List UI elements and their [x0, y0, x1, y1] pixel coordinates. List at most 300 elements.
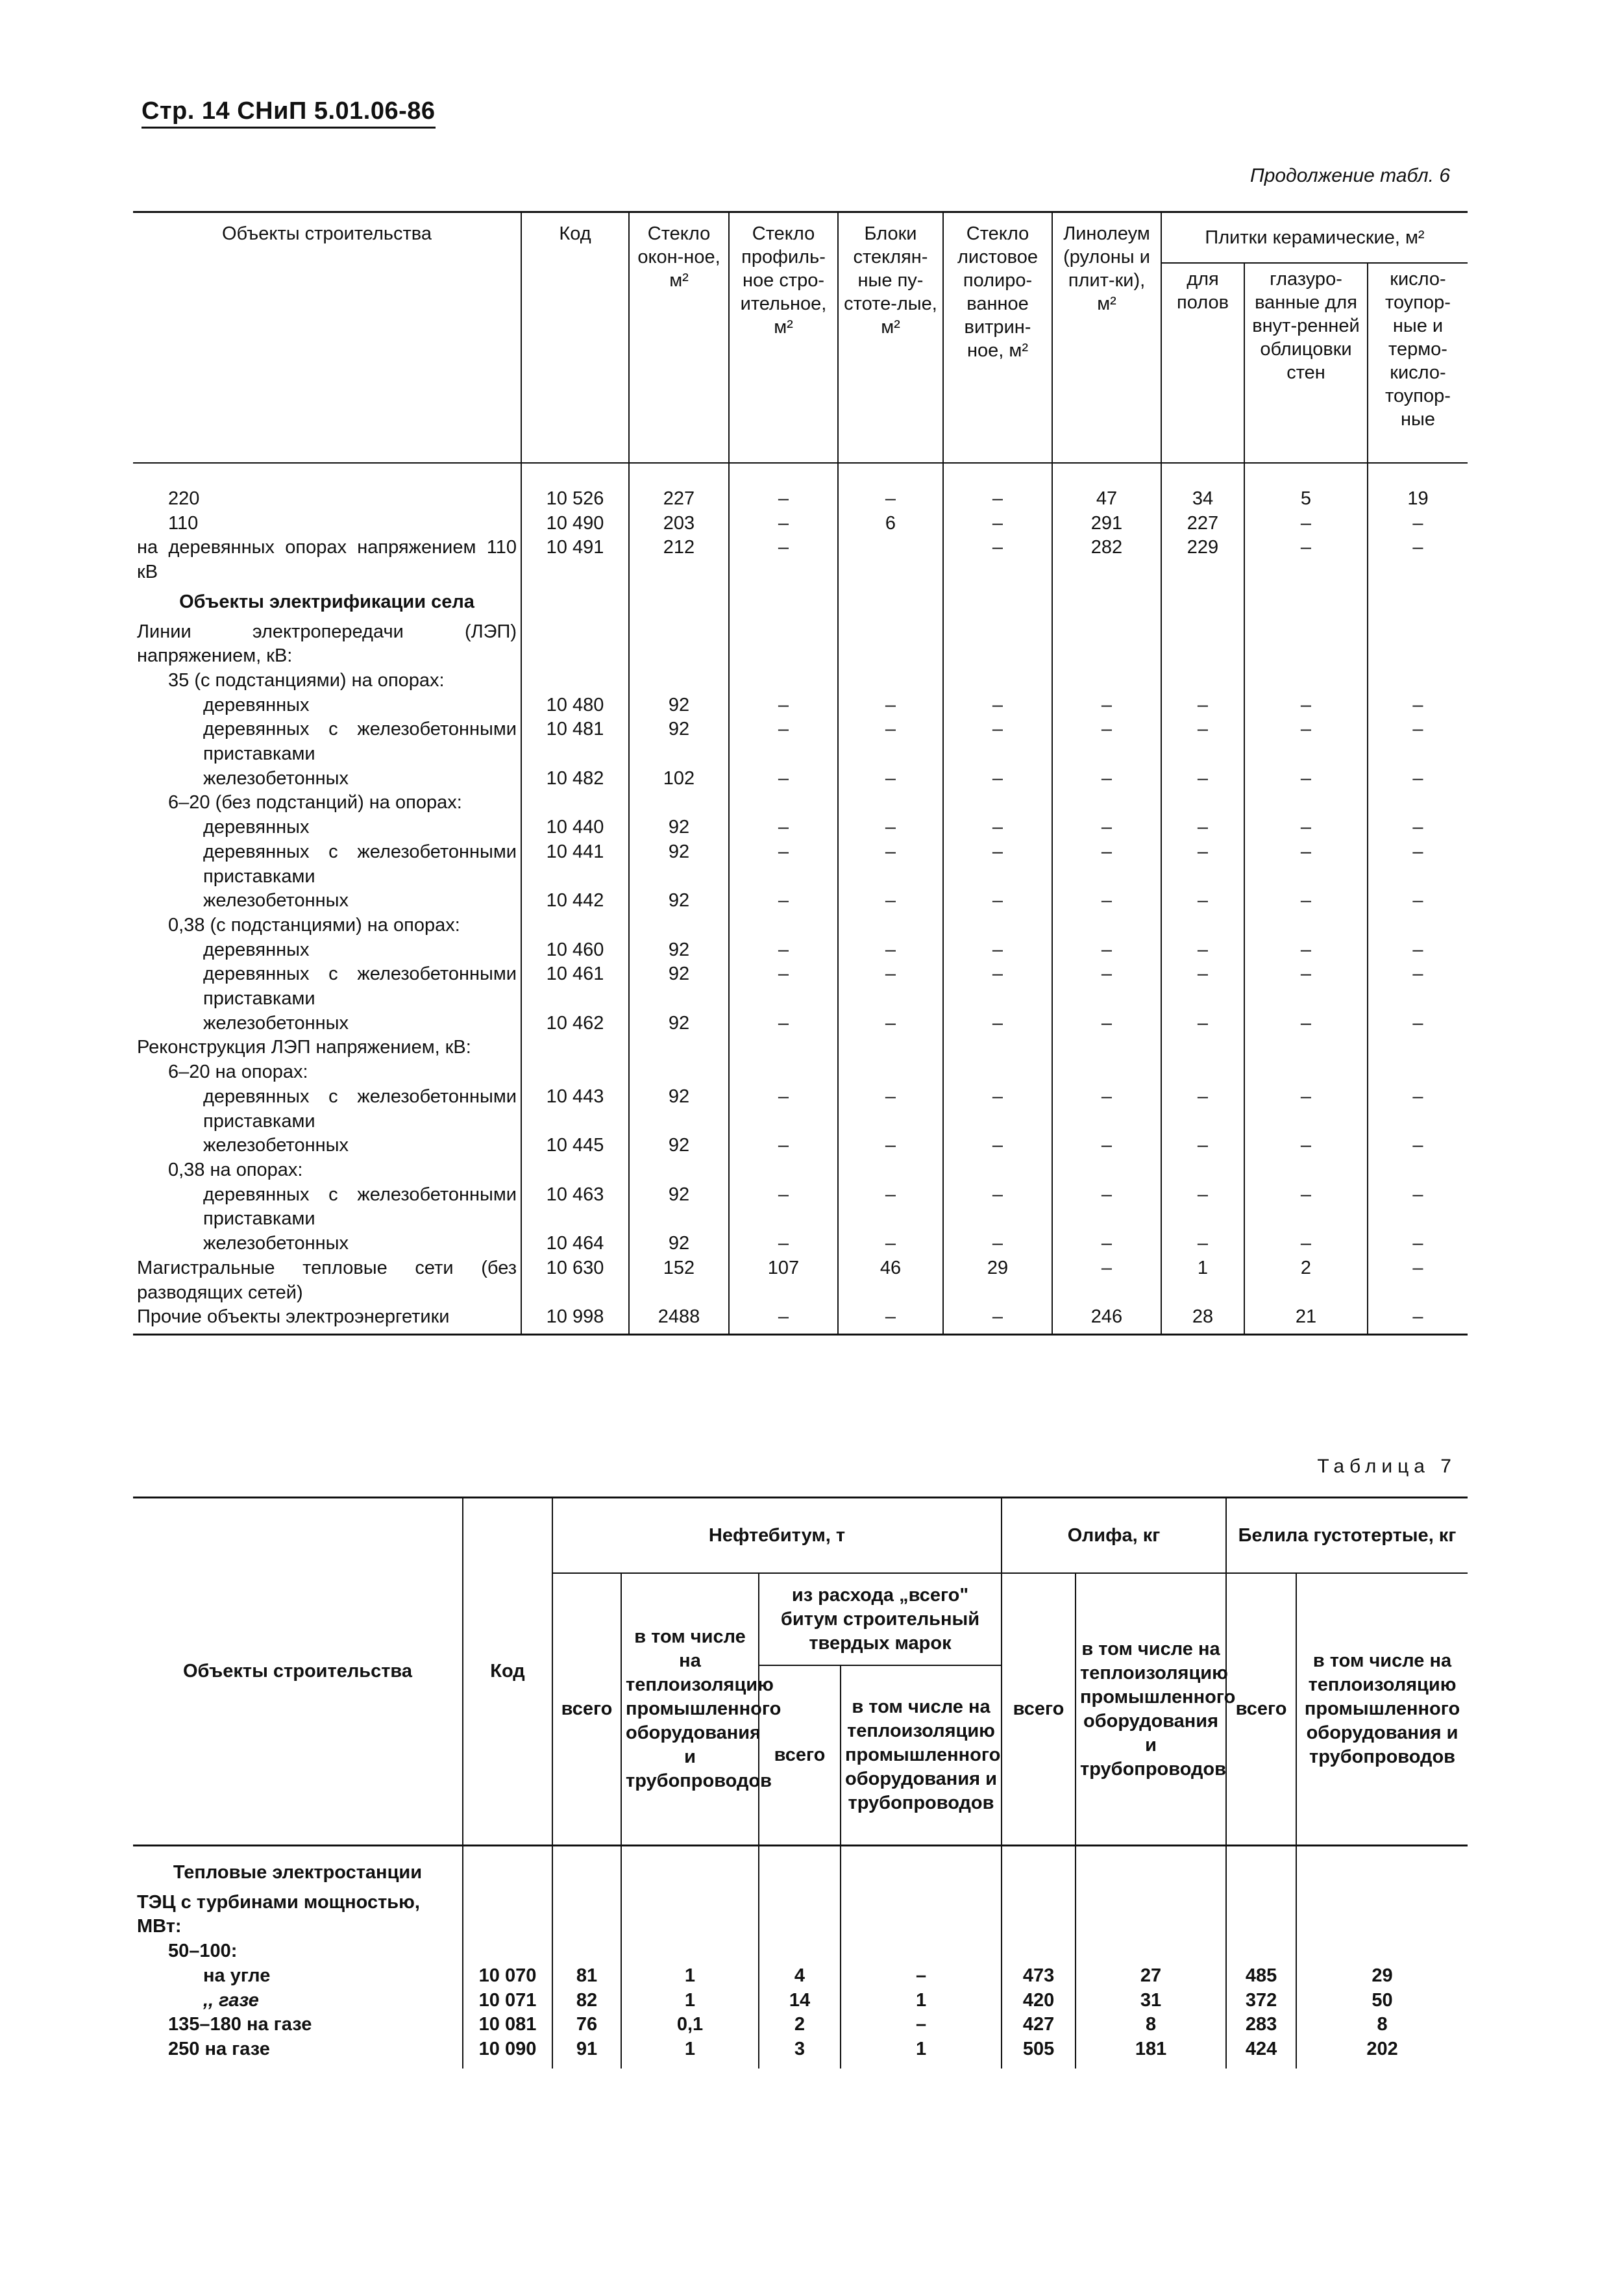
- object-name-cell: 250 на газе: [168, 2038, 270, 2059]
- header-solid-insulation: в том числе на теплоизоляцию промышленного оборудования и трубопроводов: [841, 1665, 1002, 1846]
- glass-profile-cell: –: [729, 767, 838, 791]
- belila-insulation-cell: 29: [1296, 1964, 1468, 1989]
- belila-insulation-cell: 202: [1296, 2037, 1468, 2069]
- neftebitum-insulation-cell: 1: [621, 1964, 759, 1989]
- glass-blocks-cell: –: [838, 767, 943, 791]
- tiles-glazed-cell: –: [1244, 693, 1368, 718]
- belila-total-cell: [1226, 1846, 1296, 1891]
- header-neftebitum: Нефтебитум, т: [552, 1498, 1002, 1574]
- glass-sheet-cell: –: [943, 840, 1052, 889]
- linoleum-cell: [1052, 1158, 1161, 1183]
- glass-window-cell: 92: [629, 962, 729, 1011]
- code-cell: 10 445: [521, 1134, 629, 1158]
- object-name-cell: 0,38 (с подстанциями) на опорах:: [168, 914, 460, 936]
- tiles-glazed-cell: –: [1244, 536, 1368, 584]
- table-row: [133, 1964, 1468, 1989]
- glass-sheet-cell: [943, 585, 1052, 620]
- object-name-cell: деревянных: [203, 939, 310, 960]
- code-cell: 10 630: [521, 1256, 629, 1305]
- belila-total-cell: [1226, 1939, 1296, 1964]
- glass-blocks-cell: [838, 669, 943, 693]
- tiles-acid-cell: [1368, 791, 1468, 815]
- code-cell: [521, 585, 629, 620]
- tiles-acid-cell: –: [1368, 889, 1468, 913]
- table-6-body: [133, 463, 1468, 1334]
- object-name-cell: Линии электропередачи (ЛЭП) напряжением, кВ:: [137, 621, 517, 667]
- tiles-acid-cell: –: [1368, 962, 1468, 1011]
- tiles-floor-cell: –: [1161, 1012, 1244, 1036]
- glass-profile-cell: –: [729, 1232, 838, 1256]
- code-cell: 10 526: [521, 463, 629, 512]
- tiles-acid-cell: [1368, 1060, 1468, 1085]
- tiles-glazed-cell: [1244, 791, 1368, 815]
- tiles-floor-cell: [1161, 585, 1244, 620]
- tiles-acid-cell: –: [1368, 1305, 1468, 1334]
- glass-profile-cell: [729, 585, 838, 620]
- object-name-cell: на угле: [203, 1965, 271, 1986]
- neftebitum-total-cell: [552, 1846, 621, 1891]
- table-row: [133, 1256, 1468, 1305]
- linoleum-cell: [1052, 585, 1161, 620]
- glass-sheet-cell: [943, 669, 1052, 693]
- linoleum-cell: [1052, 669, 1161, 693]
- tiles-acid-cell: –: [1368, 1085, 1468, 1134]
- table-row: [133, 815, 1468, 840]
- glass-profile-cell: [729, 913, 838, 938]
- linoleum-cell: –: [1052, 767, 1161, 791]
- code-cell: 10 090: [463, 2037, 552, 2069]
- glass-window-cell: [629, 585, 729, 620]
- header-neftebitum-total: всего: [552, 1573, 621, 1846]
- header-glass-profile: Стекло профиль-ное стро-ительное, м²: [729, 212, 838, 464]
- header-tiles: Плитки керамические, м²: [1161, 212, 1468, 264]
- table-row: [133, 463, 1468, 512]
- table-row: [133, 1060, 1468, 1085]
- glass-window-cell: 92: [629, 1232, 729, 1256]
- solid-total-cell: [759, 1891, 841, 1939]
- glass-window-cell: [629, 1158, 729, 1183]
- glass-window-cell: 227: [629, 463, 729, 512]
- code-cell: [521, 913, 629, 938]
- object-name-cell: железобетонных: [203, 1012, 349, 1034]
- glass-profile-cell: [729, 669, 838, 693]
- header-belila-total: всего: [1226, 1573, 1296, 1846]
- tiles-floor-cell: –: [1161, 938, 1244, 963]
- linoleum-cell: –: [1052, 938, 1161, 963]
- table-row: [133, 791, 1468, 815]
- header-glass-blocks: Блоки стеклян-ные пу-стоте-лые, м²: [838, 212, 943, 464]
- object-name-cell: деревянных с железобетонными приставками: [203, 963, 517, 1010]
- neftebitum-insulation-cell: [621, 1891, 759, 1939]
- glass-blocks-cell: –: [838, 840, 943, 889]
- table-row: [133, 1846, 1468, 1891]
- glass-blocks-cell: –: [838, 1183, 943, 1232]
- glass-blocks-cell: –: [838, 815, 943, 840]
- solid-insulation-cell: [841, 1891, 1002, 1939]
- glass-profile-cell: –: [729, 815, 838, 840]
- code-cell: 10 461: [521, 962, 629, 1011]
- tiles-floor-cell: –: [1161, 717, 1244, 766]
- linoleum-cell: [1052, 620, 1161, 669]
- object-name-cell: деревянных с железобетонными приставками: [203, 841, 517, 887]
- glass-window-cell: 92: [629, 717, 729, 766]
- tiles-glazed-cell: [1244, 620, 1368, 669]
- linoleum-cell: 282: [1052, 536, 1161, 584]
- object-name-cell: Объекты электрификации села: [179, 591, 474, 612]
- code-cell: 10 442: [521, 889, 629, 913]
- glass-blocks-cell: [838, 620, 943, 669]
- linoleum-cell: –: [1052, 840, 1161, 889]
- glass-blocks-cell: –: [838, 463, 943, 512]
- glass-profile-cell: [729, 620, 838, 669]
- object-name-cell: 110: [168, 512, 199, 534]
- tiles-acid-cell: –: [1368, 1012, 1468, 1036]
- glass-profile-cell: –: [729, 1134, 838, 1158]
- glass-profile-cell: –: [729, 840, 838, 889]
- table-row: [133, 938, 1468, 963]
- tiles-acid-cell: [1368, 913, 1468, 938]
- linoleum-cell: 47: [1052, 463, 1161, 512]
- object-name-cell: деревянных с железобетонными приставками: [203, 719, 517, 765]
- tiles-acid-cell: [1368, 1158, 1468, 1183]
- code-cell: 10 440: [521, 815, 629, 840]
- tiles-floor-cell: –: [1161, 1134, 1244, 1158]
- belila-total-cell: 283: [1226, 2013, 1296, 2037]
- linoleum-cell: –: [1052, 889, 1161, 913]
- glass-blocks-cell: –: [838, 1232, 943, 1256]
- glass-blocks-cell: –: [838, 1085, 943, 1134]
- table-7-body: [133, 1846, 1468, 2069]
- solid-total-cell: 2: [759, 2013, 841, 2037]
- tiles-floor-cell: [1161, 913, 1244, 938]
- glass-sheet-cell: –: [943, 1085, 1052, 1134]
- glass-profile-cell: –: [729, 512, 838, 536]
- table-row: [133, 536, 1468, 584]
- code-cell: 10 460: [521, 938, 629, 963]
- tiles-acid-cell: –: [1368, 693, 1468, 718]
- object-name-cell: ,, газе: [203, 1989, 259, 2011]
- solid-total-cell: 3: [759, 2037, 841, 2069]
- glass-blocks-cell: –: [838, 717, 943, 766]
- table-row: [133, 620, 1468, 669]
- glass-sheet-cell: –: [943, 1183, 1052, 1232]
- olifa-total-cell: 427: [1002, 2013, 1076, 2037]
- object-name-cell: деревянных: [203, 694, 310, 715]
- glass-sheet-cell: –: [943, 463, 1052, 512]
- table-row: [133, 1183, 1468, 1232]
- linoleum-cell: –: [1052, 1134, 1161, 1158]
- header-solid-total: всего: [759, 1665, 841, 1846]
- glass-window-cell: 92: [629, 693, 729, 718]
- object-name-cell: 35 (с подстанциями) на опорах:: [168, 669, 445, 691]
- glass-profile-cell: –: [729, 1183, 838, 1232]
- tiles-glazed-cell: 2: [1244, 1256, 1368, 1305]
- header-code: Код: [521, 212, 629, 464]
- code-cell: [521, 1158, 629, 1183]
- table-row: [133, 962, 1468, 1011]
- neftebitum-insulation-cell: 0,1: [621, 2013, 759, 2037]
- glass-profile-cell: –: [729, 1305, 838, 1334]
- glass-sheet-cell: [943, 791, 1052, 815]
- olifa-total-cell: 420: [1002, 1989, 1076, 2013]
- table-row: [133, 512, 1468, 536]
- belila-insulation-cell: [1296, 1846, 1468, 1891]
- tiles-glazed-cell: –: [1244, 512, 1368, 536]
- table-row: [133, 889, 1468, 913]
- object-name-cell: 220: [168, 488, 200, 509]
- glass-blocks-cell: [838, 1060, 943, 1085]
- code-cell: 10 998: [521, 1305, 629, 1334]
- glass-blocks-cell: [838, 1158, 943, 1183]
- table-7-title: Таблица 7: [1317, 1456, 1457, 1477]
- glass-sheet-cell: –: [943, 1232, 1052, 1256]
- glass-sheet-cell: 29: [943, 1256, 1052, 1305]
- neftebitum-total-cell: 91: [552, 2037, 621, 2069]
- table-row: [133, 1232, 1468, 1256]
- tiles-acid-cell: –: [1368, 1232, 1468, 1256]
- tiles-floor-cell: [1161, 1158, 1244, 1183]
- glass-sheet-cell: –: [943, 889, 1052, 913]
- object-name-cell: деревянных с железобетонными приставками: [203, 1184, 517, 1230]
- tiles-floor-cell: [1161, 620, 1244, 669]
- tiles-floor-cell: –: [1161, 767, 1244, 791]
- linoleum-cell: [1052, 913, 1161, 938]
- glass-window-cell: [629, 1036, 729, 1060]
- tiles-glazed-cell: 5: [1244, 463, 1368, 512]
- table-6: [133, 211, 1468, 1336]
- glass-sheet-cell: –: [943, 1134, 1052, 1158]
- code-cell: [463, 1939, 552, 1964]
- glass-sheet-cell: –: [943, 512, 1052, 536]
- glass-window-cell: [629, 1060, 729, 1085]
- tiles-floor-cell: –: [1161, 1085, 1244, 1134]
- tiles-acid-cell: [1368, 585, 1468, 620]
- tiles-glazed-cell: –: [1244, 1012, 1368, 1036]
- table-row: [133, 1305, 1468, 1334]
- table-row: [133, 913, 1468, 938]
- olifa-total-cell: [1002, 1939, 1076, 1964]
- table-row: [133, 693, 1468, 718]
- object-name-cell: Прочие объекты электроэнергетики: [133, 1305, 521, 1334]
- glass-profile-cell: [729, 1158, 838, 1183]
- tiles-glazed-cell: –: [1244, 962, 1368, 1011]
- glass-blocks-cell: –: [838, 1305, 943, 1334]
- object-name-cell: Тепловые электростанции: [173, 1862, 423, 1883]
- glass-profile-cell: –: [729, 536, 838, 584]
- header-glass-sheet: Стекло листовое полиро-ванное витрин-ное, м²: [943, 212, 1052, 464]
- tiles-glazed-cell: [1244, 1036, 1368, 1060]
- tiles-floor-cell: –: [1161, 840, 1244, 889]
- glass-sheet-cell: –: [943, 962, 1052, 1011]
- glass-window-cell: 92: [629, 1085, 729, 1134]
- glass-sheet-cell: –: [943, 815, 1052, 840]
- code-cell: [521, 791, 629, 815]
- tiles-glazed-cell: –: [1244, 815, 1368, 840]
- tiles-floor-cell: 227: [1161, 512, 1244, 536]
- glass-window-cell: 92: [629, 1134, 729, 1158]
- linoleum-cell: [1052, 1036, 1161, 1060]
- glass-blocks-cell: –: [838, 889, 943, 913]
- linoleum-cell: 291: [1052, 512, 1161, 536]
- glass-blocks-cell: –: [838, 1134, 943, 1158]
- neftebitum-total-cell: 76: [552, 2013, 621, 2037]
- belila-insulation-cell: 50: [1296, 1989, 1468, 2013]
- tiles-glazed-cell: [1244, 1060, 1368, 1085]
- tiles-glazed-cell: [1244, 669, 1368, 693]
- linoleum-cell: –: [1052, 1232, 1161, 1256]
- neftebitum-total-cell: [552, 1891, 621, 1939]
- table-row: [133, 1939, 1468, 1964]
- code-cell: [521, 1036, 629, 1060]
- solid-total-cell: 14: [759, 1989, 841, 2013]
- code-cell: 10 463: [521, 1183, 629, 1232]
- glass-window-cell: [629, 669, 729, 693]
- glass-profile-cell: –: [729, 693, 838, 718]
- tiles-acid-cell: –: [1368, 938, 1468, 963]
- linoleum-cell: 246: [1052, 1305, 1161, 1334]
- running-header: Стр. 14 СНиП 5.01.06-86: [141, 97, 436, 129]
- glass-profile-cell: [729, 1060, 838, 1085]
- tiles-glazed-cell: –: [1244, 840, 1368, 889]
- linoleum-cell: –: [1052, 1012, 1161, 1036]
- object-name-cell: Реконструкция ЛЭП напряжением, кВ:: [137, 1037, 471, 1058]
- code-cell: 10 480: [521, 693, 629, 718]
- glass-blocks-cell: 6: [838, 512, 943, 536]
- glass-blocks-cell: 46: [838, 1256, 943, 1305]
- header-solid-bitumen: из расхода „всего" битум строительный твердых марок: [759, 1573, 1002, 1665]
- code-cell: [521, 1060, 629, 1085]
- neftebitum-total-cell: 81: [552, 1964, 621, 1989]
- tiles-acid-cell: [1368, 669, 1468, 693]
- tiles-floor-cell: –: [1161, 815, 1244, 840]
- header-tiles-acid: кисло-тоупор-ные и термо-кисло-тоупор-ные: [1368, 263, 1468, 463]
- code-cell: 10 464: [521, 1232, 629, 1256]
- linoleum-cell: –: [1052, 1085, 1161, 1134]
- header-olifa-insulation: в том числе на теплоизоляцию промышленного оборудования и трубопроводов: [1076, 1573, 1226, 1846]
- glass-profile-cell: –: [729, 1085, 838, 1134]
- neftebitum-insulation-cell: 1: [621, 2037, 759, 2069]
- belila-insulation-cell: [1296, 1891, 1468, 1939]
- header-object: Объекты строительства: [133, 212, 521, 464]
- object-name-cell: 0,38 на опорах:: [168, 1159, 303, 1180]
- code-cell: 10 481: [521, 717, 629, 766]
- glass-profile-cell: –: [729, 463, 838, 512]
- glass-sheet-cell: –: [943, 767, 1052, 791]
- tiles-floor-cell: [1161, 669, 1244, 693]
- solid-total-cell: [759, 1846, 841, 1891]
- tiles-acid-cell: –: [1368, 1183, 1468, 1232]
- olifa-insulation-cell: [1076, 1891, 1226, 1939]
- tiles-floor-cell: –: [1161, 1232, 1244, 1256]
- belila-total-cell: 485: [1226, 1964, 1296, 1989]
- tiles-acid-cell: –: [1368, 767, 1468, 791]
- header-neftebitum-insulation: в том числе на теплоизоляцию промышленного оборудования и трубопроводов: [621, 1573, 759, 1846]
- object-name-cell: 50–100:: [168, 1941, 238, 1962]
- olifa-total-cell: 473: [1002, 1964, 1076, 1989]
- tiles-floor-cell: [1161, 791, 1244, 815]
- glass-profile-cell: 107: [729, 1256, 838, 1305]
- code-cell: 10 490: [521, 512, 629, 536]
- tiles-glazed-cell: [1244, 585, 1368, 620]
- tiles-floor-cell: 34: [1161, 463, 1244, 512]
- glass-window-cell: 2488: [629, 1305, 729, 1334]
- glass-window-cell: 92: [629, 938, 729, 963]
- tiles-glazed-cell: [1244, 1158, 1368, 1183]
- belila-total-cell: 424: [1226, 2037, 1296, 2069]
- table-row: [133, 1036, 1468, 1060]
- tiles-glazed-cell: –: [1244, 1232, 1368, 1256]
- glass-sheet-cell: [943, 620, 1052, 669]
- glass-blocks-cell: [838, 791, 943, 815]
- olifa-insulation-cell: [1076, 1846, 1226, 1891]
- glass-window-cell: [629, 791, 729, 815]
- tiles-floor-cell: [1161, 1036, 1244, 1060]
- linoleum-cell: –: [1052, 815, 1161, 840]
- belila-insulation-cell: [1296, 1939, 1468, 1964]
- table-row: [133, 585, 1468, 620]
- tiles-glazed-cell: –: [1244, 1085, 1368, 1134]
- tiles-floor-cell: 28: [1161, 1305, 1244, 1334]
- glass-sheet-cell: [943, 1158, 1052, 1183]
- code-cell: 10 443: [521, 1085, 629, 1134]
- olifa-insulation-cell: 27: [1076, 1964, 1226, 1989]
- glass-profile-cell: –: [729, 1012, 838, 1036]
- table-row: [133, 1989, 1468, 2013]
- tiles-glazed-cell: –: [1244, 938, 1368, 963]
- code-cell: 10 081: [463, 2013, 552, 2037]
- olifa-total-cell: [1002, 1846, 1076, 1891]
- tiles-acid-cell: –: [1368, 1134, 1468, 1158]
- glass-window-cell: 212: [629, 536, 729, 584]
- header-glass-window: Стекло окон-ное, м²: [629, 212, 729, 464]
- neftebitum-insulation-cell: [621, 1939, 759, 1964]
- tiles-glazed-cell: –: [1244, 889, 1368, 913]
- glass-blocks-cell: [838, 1036, 943, 1060]
- glass-window-cell: 92: [629, 1183, 729, 1232]
- olifa-insulation-cell: [1076, 1939, 1226, 1964]
- code-cell: 10 462: [521, 1012, 629, 1036]
- object-name-cell: 6–20 (без подстанций) на опорах:: [168, 792, 462, 814]
- table-row: [133, 669, 1468, 693]
- header-olifa: Олифа, кг: [1002, 1498, 1226, 1574]
- object-name-cell: деревянных: [203, 817, 310, 838]
- table-7: [133, 1497, 1468, 2069]
- glass-window-cell: 92: [629, 815, 729, 840]
- glass-sheet-cell: –: [943, 1305, 1052, 1334]
- belila-total-cell: 372: [1226, 1989, 1296, 2013]
- code-cell: 10 482: [521, 767, 629, 791]
- object-name-cell: на деревянных опорах напряжением 110 кВ: [137, 537, 517, 583]
- table-row: [133, 1158, 1468, 1183]
- code-cell: [463, 1846, 552, 1891]
- glass-window-cell: 92: [629, 1012, 729, 1036]
- header-object: Объекты строительства: [133, 1498, 463, 1846]
- olifa-total-cell: [1002, 1891, 1076, 1939]
- glass-profile-cell: [729, 791, 838, 815]
- glass-blocks-cell: [838, 536, 943, 584]
- table-row: [133, 1134, 1468, 1158]
- tiles-acid-cell: 19: [1368, 463, 1468, 512]
- object-name-cell: железобетонных: [203, 890, 349, 912]
- olifa-insulation-cell: 181: [1076, 2037, 1226, 2069]
- code-cell: [521, 620, 629, 669]
- tiles-glazed-cell: –: [1244, 1134, 1368, 1158]
- object-name-cell: 135–180 на газе: [168, 2014, 312, 2035]
- glass-window-cell: 152: [629, 1256, 729, 1305]
- tiles-acid-cell: –: [1368, 717, 1468, 766]
- neftebitum-insulation-cell: 1: [621, 1989, 759, 2013]
- tiles-glazed-cell: –: [1244, 717, 1368, 766]
